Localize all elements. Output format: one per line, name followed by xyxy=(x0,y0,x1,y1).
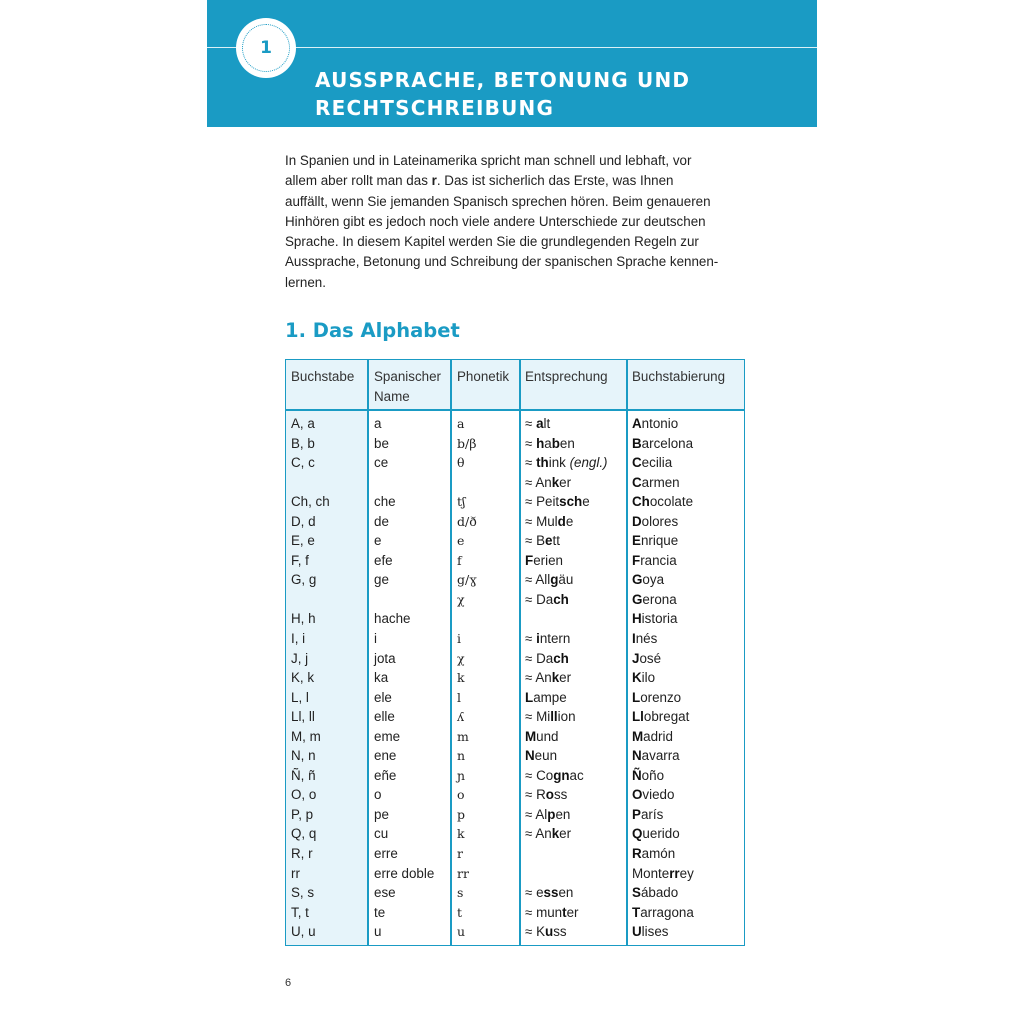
cell-phonetics: b/β xyxy=(457,435,477,451)
table-row xyxy=(286,688,744,708)
cell-spanish-name: eme xyxy=(374,728,401,744)
intro-line: Hinhören gibt es jedoch noch viele andere Unterschiede zur deutschen xyxy=(285,213,706,229)
cell-spanish-name: che xyxy=(374,494,396,510)
table-row xyxy=(286,727,744,747)
table-row xyxy=(286,629,744,649)
cell-spanish-name: ene xyxy=(374,748,397,764)
cell-spelling: Historia xyxy=(632,611,678,627)
cell-spelling: José xyxy=(632,650,662,666)
cell-spanish-name: hache xyxy=(374,611,411,627)
cell-spelling: Enrique xyxy=(632,533,679,549)
cell-equivalent: ≈ Peitsche xyxy=(525,494,590,510)
cell-equivalent: ≈ Dach xyxy=(525,650,569,666)
cell-equivalent: Lampe xyxy=(525,689,567,705)
cell-phonetics: a xyxy=(457,416,465,431)
cell-spelling: Ulises xyxy=(632,924,669,940)
cell-phonetics: χ xyxy=(457,650,465,666)
intro-line: Aussprache, Betonung und Schreibung der spanischen Sprache kennen- xyxy=(285,254,719,270)
cell-letter: M, m xyxy=(291,728,321,744)
cell-spelling: Carmen xyxy=(632,474,680,490)
table-row xyxy=(286,668,744,688)
cell-spelling: Goya xyxy=(632,572,665,588)
cell-spelling: Oviedo xyxy=(632,787,675,803)
cell-phonetics: s xyxy=(457,885,464,901)
cell-spanish-name: erre doble xyxy=(374,865,435,881)
cell-spanish-name: cu xyxy=(374,826,389,842)
cell-spelling: Querido xyxy=(632,826,680,842)
cell-phonetics: u xyxy=(457,924,466,940)
intro-line: allem aber rollt man das r. Das ist sicherlich das Erste, was Ihnen xyxy=(285,173,674,189)
page-number: 6 xyxy=(285,977,292,989)
chapter-title-line: AUSSPRACHE, BETONUNG UND xyxy=(315,68,691,92)
cell-spelling: Tarragona xyxy=(632,904,694,920)
cell-phonetics: p xyxy=(457,806,466,822)
cell-letter: I, i xyxy=(291,631,306,647)
cell-letter: Ch, ch xyxy=(291,494,330,510)
cell-spanish-name: be xyxy=(374,435,389,451)
cell-spanish-name: a xyxy=(374,416,382,431)
cell-spelling: Navarra xyxy=(632,748,680,764)
chapter-banner xyxy=(207,0,817,127)
cell-equivalent: ≈ Kuss xyxy=(525,924,567,940)
cell-phonetics: o xyxy=(457,787,465,803)
cell-equivalent: ≈ Anker xyxy=(525,826,572,842)
table-row xyxy=(286,531,744,551)
table-body xyxy=(286,414,744,942)
cell-spelling: Madrid xyxy=(632,728,673,744)
cell-letter: B, b xyxy=(291,435,315,451)
cell-equivalent: ≈ Bett xyxy=(525,533,560,549)
table-row xyxy=(286,864,744,884)
cell-equivalent: ≈ Anker xyxy=(525,670,572,686)
cell-spelling: Dolores xyxy=(632,513,679,529)
cell-spanish-name: i xyxy=(374,631,377,647)
table-row xyxy=(286,922,744,942)
table-row xyxy=(286,492,744,512)
cell-letter: E, e xyxy=(291,533,315,549)
header-letter: Buchstabe xyxy=(291,369,355,384)
cell-phonetics: d/ð xyxy=(457,513,477,529)
header-phonetics: Phonetik xyxy=(457,369,510,384)
chapter-number: 1 xyxy=(242,24,290,72)
cell-letter: P, p xyxy=(291,806,314,822)
cell-letter: H, h xyxy=(291,611,316,627)
cell-spanish-name: efe xyxy=(374,552,393,568)
cell-letter: F, f xyxy=(291,552,309,568)
cell-equivalent: ≈ munter xyxy=(525,904,579,920)
header-spanish-name: Spanischer Name xyxy=(374,369,441,404)
cell-letter: O, o xyxy=(291,787,317,803)
cell-equivalent: Mund xyxy=(525,728,559,744)
intro-line: In Spanien und in Lateinamerika spricht man schnell und lebhaft, vor xyxy=(285,153,692,168)
table-row xyxy=(286,746,744,766)
table-row xyxy=(286,414,744,434)
cell-spanish-name: u xyxy=(374,924,382,940)
cell-spanish-name: te xyxy=(374,904,386,920)
table-row xyxy=(286,766,744,786)
cell-equivalent: ≈ haben xyxy=(525,435,575,451)
cell-letter: J, j xyxy=(291,650,309,666)
table-row xyxy=(286,590,744,610)
cell-spelling: París xyxy=(632,806,664,822)
cell-spelling: Chocolate xyxy=(632,494,694,510)
cell-equivalent: ≈ Dach xyxy=(525,591,569,607)
cell-spelling: Kilo xyxy=(632,670,656,686)
cell-spelling: Cecilia xyxy=(632,455,673,471)
cell-phonetics: n xyxy=(457,748,466,764)
intro-line: Sprache. In diesem Kapitel werden Sie die grundlegenden Regeln zur xyxy=(285,234,699,250)
table-row xyxy=(286,707,744,727)
chapter-number-badge xyxy=(236,18,296,78)
cell-spelling: Gerona xyxy=(632,591,677,607)
cell-equivalent: Ferien xyxy=(525,552,563,568)
cell-equivalent: ≈ think (engl.) xyxy=(525,455,608,471)
intro-line: auffällt, wenn Sie jemanden Spanisch sprechen hören. Beim genaueren xyxy=(285,193,711,209)
cell-spanish-name: ce xyxy=(374,455,389,471)
cell-spanish-name: e xyxy=(374,533,382,549)
cell-spelling: Barcelona xyxy=(632,435,694,451)
cell-phonetics: tʃ xyxy=(457,494,466,510)
table-row xyxy=(286,805,744,825)
cell-phonetics: e xyxy=(457,533,465,549)
cell-equivalent: ≈ Mulde xyxy=(525,513,574,529)
table-row xyxy=(286,473,744,493)
cell-equivalent: ≈ alt xyxy=(525,416,551,431)
table-row xyxy=(286,903,744,923)
cell-letter: Q, q xyxy=(291,826,317,842)
table-row xyxy=(286,824,744,844)
table-row xyxy=(286,453,744,473)
cell-spanish-name: ele xyxy=(374,689,392,705)
table-row xyxy=(286,649,744,669)
cell-spelling: Francia xyxy=(632,552,677,568)
cell-spanish-name: elle xyxy=(374,709,395,725)
cell-spanish-name: ese xyxy=(374,885,396,901)
cell-spanish-name: pe xyxy=(374,806,389,822)
table-row xyxy=(286,785,744,805)
cell-letter: K, k xyxy=(291,670,315,686)
cell-equivalent: ≈ essen xyxy=(525,885,574,901)
cell-phonetics: ɲ xyxy=(457,767,466,783)
cell-phonetics: ʎ xyxy=(457,709,465,725)
cell-spelling: Sábado xyxy=(632,885,679,901)
cell-phonetics: t xyxy=(457,904,463,920)
chapter-title-line: RECHTSCHREIBUNG xyxy=(315,96,555,120)
cell-equivalent: ≈ Alpen xyxy=(525,806,571,822)
cell-spanish-name: eñe xyxy=(374,767,397,783)
cell-equivalent: ≈ Million xyxy=(525,709,576,725)
chapter-title xyxy=(315,66,795,122)
cell-equivalent: ≈ intern xyxy=(525,631,571,647)
cell-letter: R, r xyxy=(291,846,313,862)
cell-spelling: Antonio xyxy=(632,416,679,431)
banner-rule xyxy=(207,47,817,48)
table-row xyxy=(286,434,744,454)
cell-equivalent: ≈ Allgäu xyxy=(525,572,574,588)
section-heading: 1. Das Alphabet xyxy=(285,319,460,342)
table-row xyxy=(286,512,744,532)
cell-equivalent: Neun xyxy=(525,748,558,764)
cell-phonetics: l xyxy=(457,689,461,705)
cell-letter: C, c xyxy=(291,455,315,471)
cell-letter: T, t xyxy=(291,904,309,920)
cell-spelling: Inés xyxy=(632,631,658,647)
cell-phonetics: m xyxy=(457,728,469,744)
table-row xyxy=(286,844,744,864)
cell-phonetics: k xyxy=(457,670,465,686)
cell-phonetics: r xyxy=(457,846,463,862)
cell-phonetics: f xyxy=(457,552,462,568)
cell-spelling: Monterrey xyxy=(632,865,694,881)
cell-equivalent: ≈ Cognac xyxy=(525,767,584,783)
table-row xyxy=(286,551,744,571)
cell-phonetics: χ xyxy=(457,591,465,607)
table-row xyxy=(286,609,744,629)
alphabet-table xyxy=(285,359,745,946)
intro-line: lernen. xyxy=(285,274,326,290)
header-spelling: Buchstabierung xyxy=(632,369,726,384)
cell-spanish-name: ka xyxy=(374,670,389,686)
cell-equivalent: ≈ Anker xyxy=(525,474,572,490)
cell-letter: G, g xyxy=(291,572,317,588)
cell-letter: N, n xyxy=(291,748,316,764)
cell-phonetics: i xyxy=(457,631,461,647)
cell-spanish-name: ge xyxy=(374,572,389,588)
cell-spanish-name: o xyxy=(374,787,382,803)
cell-letter: D, d xyxy=(291,513,316,529)
cell-spanish-name: erre xyxy=(374,846,398,862)
cell-phonetics: g/ɣ xyxy=(457,572,477,588)
cell-letter: rr xyxy=(291,865,300,881)
cell-phonetics: θ xyxy=(457,455,465,471)
cell-letter: S, s xyxy=(291,885,315,901)
cell-equivalent: ≈ Ross xyxy=(525,787,568,803)
cell-letter: L, l xyxy=(291,689,309,705)
header-divider xyxy=(286,409,744,411)
cell-letter: Ñ, ñ xyxy=(291,767,316,783)
cell-spanish-name: jota xyxy=(374,650,396,666)
header-equivalent: Entsprechung xyxy=(525,369,608,384)
cell-spelling: Lorenzo xyxy=(632,689,682,705)
cell-spelling: Ramón xyxy=(632,846,676,862)
intro-paragraph xyxy=(285,151,755,293)
table-row xyxy=(286,883,744,903)
cell-phonetics: k xyxy=(457,826,465,842)
cell-letter: A, a xyxy=(291,416,315,431)
cell-spanish-name: de xyxy=(374,513,389,529)
table-row xyxy=(286,570,744,590)
cell-letter: U, u xyxy=(291,924,316,940)
cell-letter: Ll, ll xyxy=(291,709,315,725)
cell-spelling: Ñoño xyxy=(632,767,665,783)
cell-phonetics: rr xyxy=(457,865,469,881)
cell-spelling: Llobregat xyxy=(632,709,690,725)
